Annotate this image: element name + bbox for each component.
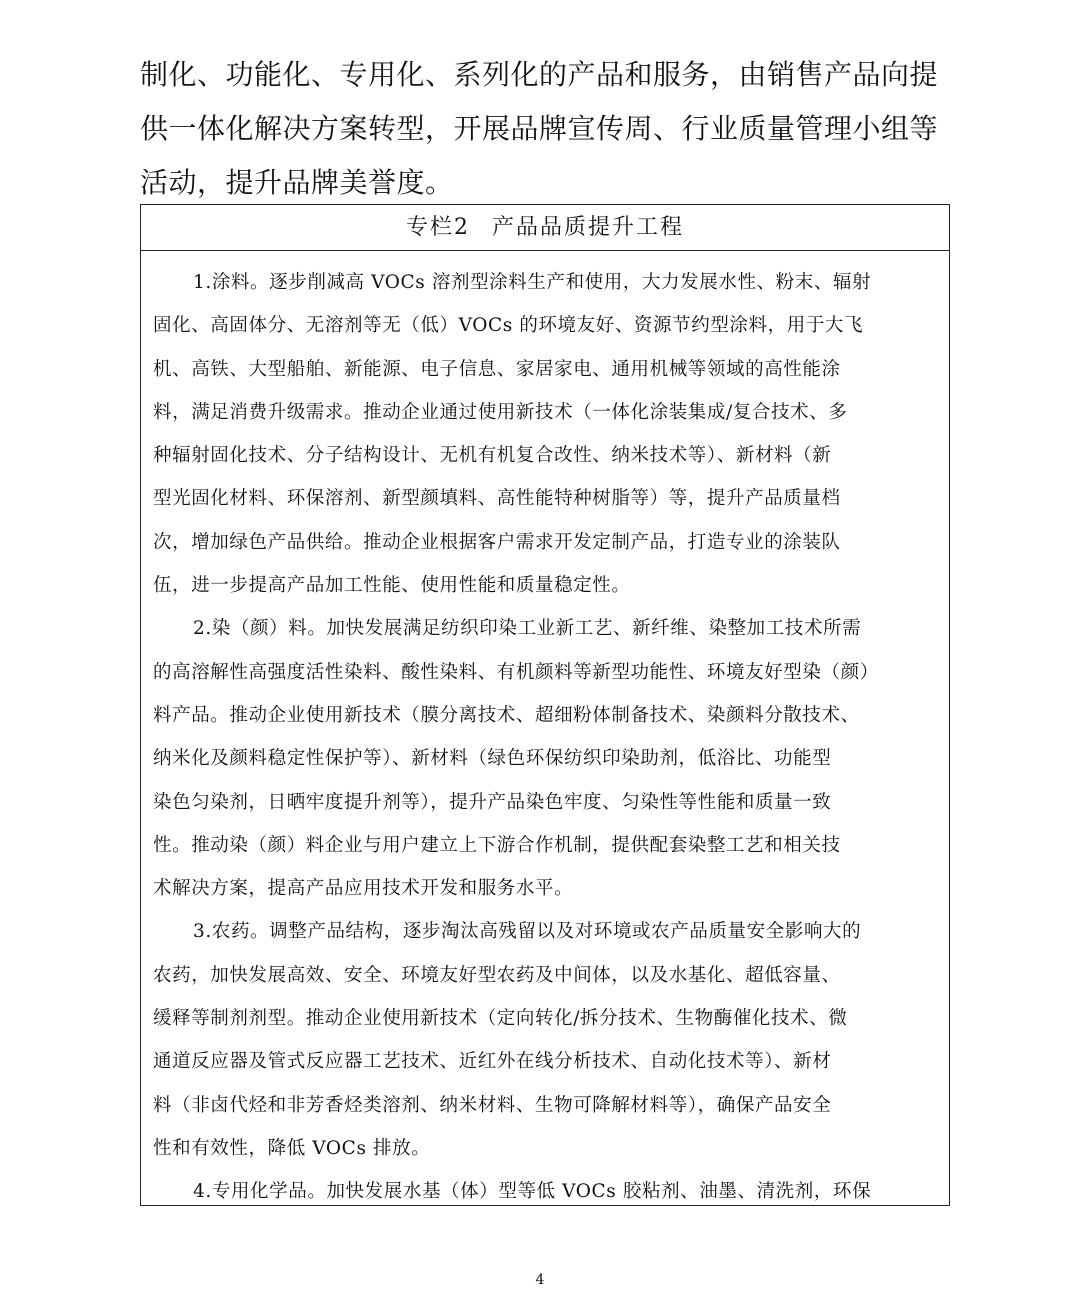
page-number: 4	[535, 1272, 545, 1288]
section-dyes-line: 纳米化及颜料稳定性保护等）、新材料（绿色环保纺织印染助剂，低浴比、功能型	[153, 748, 832, 770]
section-pesticides-line: 3.农药。调整产品结构，逐步淘汰高残留以及对环境或农产品质量安全影响大的	[193, 921, 862, 943]
column-box-label: 专栏2	[405, 215, 470, 240]
section-coatings-line: 伍，进一步提高产品加工性能、使用性能和质量稳定性。	[153, 575, 631, 597]
intro-line: 活动，提升品牌美誉度。	[140, 166, 454, 199]
section-dyes-line: 2.染（颜）料。加快发展满足纺织印染工业新工艺、新纤维、染整加工技术所需	[193, 618, 862, 640]
intro-line: 供一体化解决方案转型，开展品牌宣传周、行业质量管理小组等	[140, 112, 939, 145]
section-pesticides-line: 性和有效性，降低 VOCs 排放。	[153, 1137, 431, 1159]
section-pesticides-line: 农药，加快发展高效、安全、环境友好型农药及中间体，以及水基化、超低容量、	[153, 964, 841, 986]
section-dyes-line: 染色匀染剂，日晒牢度提升剂等），提升产品染色牢度、匀染性等性能和质量一致	[153, 791, 832, 813]
section-coatings-line: 1.涂料。逐步削减高 VOCs 溶剂型涂料生产和使用，大力发展水性、粉末、辐射	[193, 272, 872, 293]
section-pesticides-line: 料（非卤代烃和非芳香烃类溶剂、纳米材料、生物可降解材料等），确保产品安全	[153, 1094, 832, 1116]
section-coatings-line: 料，满足消费升级需求。推动企业通过使用新技术（一体化涂装集成/复合技术、多	[153, 401, 848, 423]
section-coatings-line: 次，增加绿色产品供给。推动企业根据客户需求开发定制产品，打造专业的涂装队	[153, 531, 841, 553]
section-coatings-line: 型光固化材料、环保溶剂、新型颜填料、高性能特种树脂等）等，提升产品质量档	[153, 488, 841, 510]
section-pesticides-line: 缓释等制剂剂型。推动企业使用新技术（定向转化/拆分技术、生物酶催化技术、微	[153, 1008, 848, 1030]
section-coatings-line: 种辐射固化技术、分子结构设计、无机有机复合改性、纳米技术等）、新材料（新	[153, 445, 832, 467]
section-pesticides-line: 通道反应器及管式反应器工艺技术、近红外在线分析技术、自动化技术等）、新材	[153, 1051, 832, 1073]
section-dyes-line: 术解决方案，提高产品应用技术开发和服务水平。	[153, 878, 574, 900]
section-coatings-line: 固化、高固体分、无溶剂等无（低）VOCs 的环境友好、资源节约型涂料，用于大飞	[153, 315, 864, 337]
section-specialty-chemicals-line: 4.专用化学品。加快发展水基（体）型等低 VOCs 胶粘剂、油墨、清洗剂，环保	[193, 1181, 872, 1203]
intro-paragraph	[140, 48, 950, 210]
section-dyes-line: 性。推动染（颜）料企业与用户建立上下游合作机制，提供配套染整工艺和相关技	[153, 834, 841, 856]
intro-line: 制化、功能化、专用化、系列化的产品和服务，由销售产品向提	[140, 58, 939, 91]
column-box-body	[141, 251, 949, 1206]
section-dyes-line: 料产品。推动企业使用新技术（膜分离技术、超细粉体制备技术、染颜料分散技术、	[153, 704, 860, 726]
column-box-heading: 产品品质提升工程	[491, 215, 684, 240]
column-box-title	[141, 205, 949, 251]
column-box	[140, 204, 950, 1206]
section-dyes-line: 的高溶解性高强度活性染料、酸性染料、有机颜料等新型功能性、环境友好型染（颜）	[153, 661, 879, 683]
section-coatings-line: 机、高铁、大型船舶、新能源、电子信息、家居家电、通用机械等领域的高性能涂	[153, 358, 841, 380]
